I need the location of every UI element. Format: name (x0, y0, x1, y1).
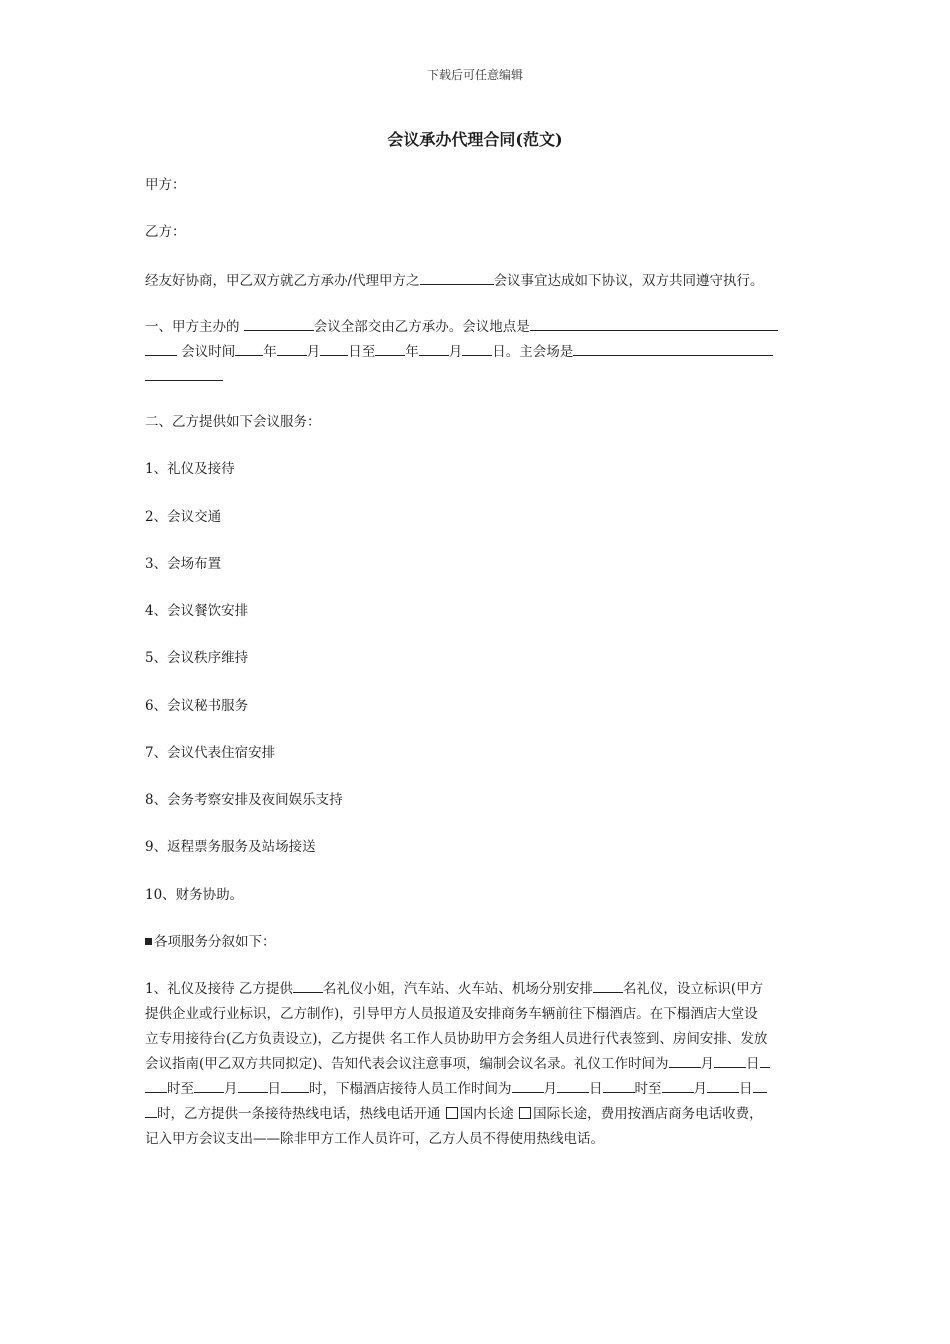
blank-field (420, 270, 494, 285)
blank-field (530, 316, 778, 331)
detail-text: 日 (589, 1081, 603, 1097)
blank-field (145, 1078, 167, 1093)
service-item: 5、会议秩序维持 (145, 650, 249, 666)
detail-text: 月 (693, 1081, 707, 1097)
detail-paragraph-1 (145, 977, 805, 1152)
detail-text: 国内长途 (459, 1106, 519, 1122)
detail-text: 名礼仪，设立标识(甲方 (622, 981, 764, 997)
detail-text: 时，乙方提供一条接待热线电话，热线电话开通 (157, 1106, 445, 1122)
blank-field (244, 316, 314, 331)
intro-text-before: 经友好协商，甲乙双方就乙方承办/代理甲方之 (145, 273, 420, 289)
blank-field (235, 341, 263, 356)
clause-1 (145, 315, 805, 390)
blank-field (669, 1053, 701, 1068)
blank-field (145, 1103, 157, 1118)
service-item: 3、会场布置 (145, 556, 222, 572)
blank-field (512, 1078, 544, 1093)
service-item: 10、财务协助。 (145, 887, 244, 903)
service-item: 4、会议餐饮安排 (145, 603, 249, 619)
service-item: 1、礼仪及接待 (145, 461, 235, 477)
blank-field (419, 341, 449, 356)
blank-field (707, 1078, 739, 1093)
clause1-text: 日。主会场是 (492, 344, 574, 360)
detail-text: 国际长途，费用按酒店商务电话收费， (533, 1106, 763, 1122)
detail-text: 时 (309, 1081, 323, 1097)
clause1-text: 会议全部交由乙方承办。会议地点是 (313, 319, 530, 335)
blank-field (375, 341, 405, 356)
detail-text: 名礼仪小姐，汽车站、火车站、机场分别安排 (322, 981, 593, 997)
detail-text: 记入甲方会议支出——除非甲方工作人员许可，乙方人员不得使用热线电话。 (145, 1131, 604, 1147)
detail-text: 月 (700, 1056, 715, 1072)
detail-text: 会议指南(甲乙双方共同拟定)、告知代表会议注意事项，编制会议名录。礼仪工作时间为 (145, 1056, 669, 1072)
blank-field (238, 1078, 268, 1093)
detail-text: 时至 (634, 1081, 662, 1097)
detail-text: 1、礼仪及接待 乙方提供 (145, 981, 293, 997)
blank-field (281, 1078, 309, 1093)
checkbox-icon (519, 1107, 531, 1119)
detail-text: 立专用接待台(乙方负责设立)，乙方提供 名工作人员协助甲方会务组人员进行代表签到、房间安排、发放 (145, 1031, 768, 1047)
clause1-text: 月 (306, 344, 321, 360)
service-item: 7、会议代表住宿安排 (145, 745, 276, 761)
clause1-text: 会议时间 (177, 344, 236, 360)
blank-field (760, 1053, 770, 1068)
clause1-text: 月 (448, 344, 463, 360)
intro-text-after: 会议事宜达成如下协议，双方共同遵守执行。 (493, 273, 764, 289)
details-heading (145, 933, 805, 951)
clause-2-heading: 二、乙方提供如下会议服务： (145, 414, 321, 430)
blank-field (277, 341, 307, 356)
detail-text: 日 (746, 1056, 760, 1072)
detail-text: 月 (543, 1081, 557, 1097)
blank-field (593, 978, 623, 993)
blank-field (662, 1078, 694, 1093)
detail-text: 提供企业或行业标识，乙方制作)，引导甲方人员报道及安排商务车辆前往下榻酒店。在下榻酒店大堂设 (145, 1006, 758, 1022)
blank-field (145, 341, 177, 356)
party-a-line: 甲方： (145, 177, 186, 193)
clause1-text: 年 (263, 344, 277, 360)
service-item: 6、会议秘书服务 (145, 698, 249, 714)
document-title: 会议承办代理合同(范文) (387, 130, 563, 149)
bullet-square-icon (145, 938, 152, 945)
blank-field (320, 341, 348, 356)
blank-field (557, 1078, 589, 1093)
blank-field (573, 341, 773, 356)
blank-field (753, 1078, 767, 1093)
detail-text: 时至 (167, 1081, 194, 1097)
service-item: 2、会议交通 (145, 509, 222, 525)
clause1-text: 年 (405, 344, 419, 360)
details-heading-text: 各项服务分叙如下： (154, 934, 276, 950)
blank-field (714, 1053, 746, 1068)
detail-text: 月 (224, 1081, 238, 1097)
blank-field (462, 341, 492, 356)
blank-field (293, 978, 323, 993)
clause1-text: 日至 (348, 344, 376, 360)
blank-field (194, 1078, 224, 1093)
intro-paragraph (145, 270, 805, 290)
clause1-text: 一、甲方主办的 (145, 319, 244, 335)
header-note: 下载后可任意编辑 (426, 68, 523, 82)
detail-text: 日 (739, 1081, 753, 1097)
checkbox-icon (446, 1107, 458, 1119)
detail-text: ，下榻酒店接待人员工作时间为 (322, 1081, 512, 1097)
service-item: 9、返程票务服务及站场接送 (145, 839, 316, 855)
service-item: 8、会务考察安排及夜间娱乐支持 (145, 792, 343, 808)
blank-field (603, 1078, 635, 1093)
party-b-line: 乙方： (145, 224, 186, 240)
blank-field (145, 366, 223, 381)
detail-text: 日 (267, 1081, 281, 1097)
